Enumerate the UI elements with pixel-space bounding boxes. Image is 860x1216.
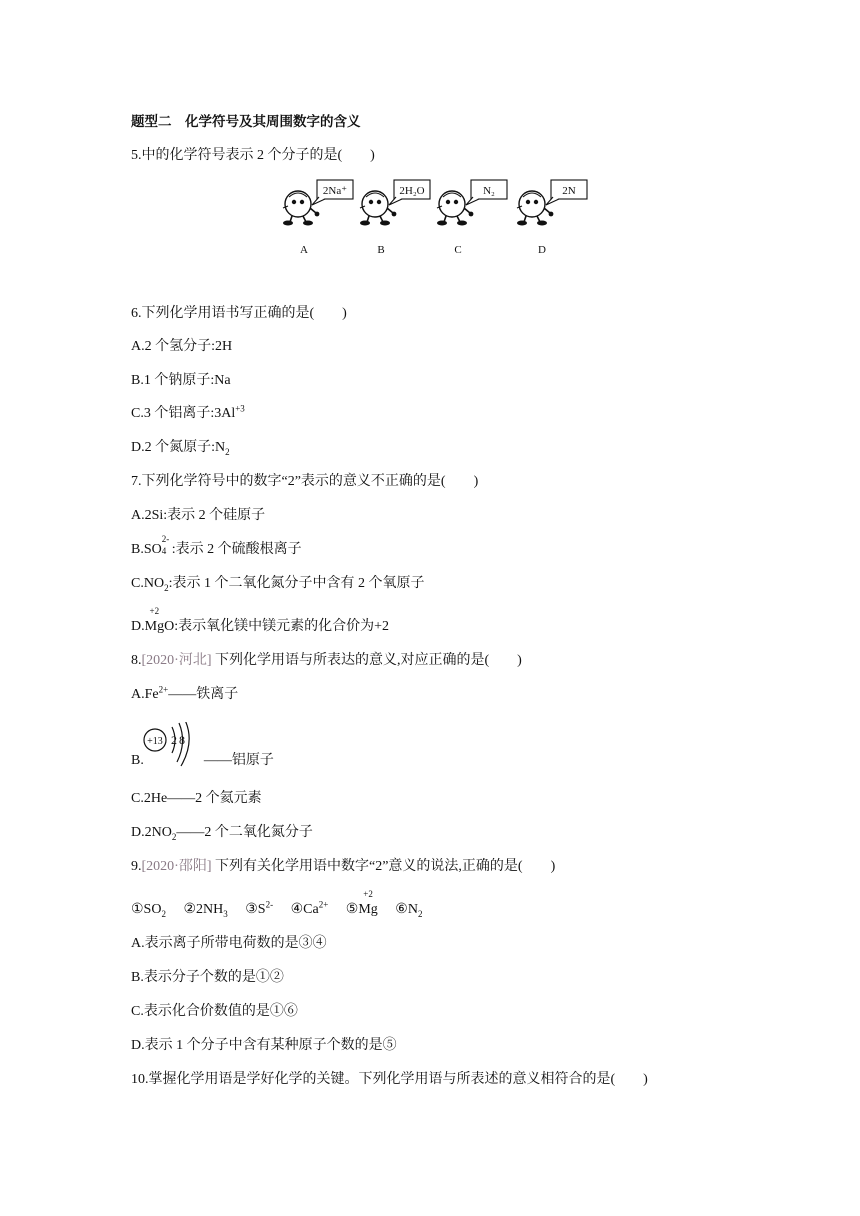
figure-label-d: D <box>538 244 546 256</box>
question-7-stem: 7.下列化学符号中的数字“2”表示的意义不正确的是( ) <box>131 474 479 489</box>
question-9-stem: 9.[2020·邵阳] 下列有关化学用语中数字“2”意义的说法,正确的是( ) <box>131 859 556 874</box>
question-8-stem: 8.[2020·河北] 下列化学用语与所表达的意义,对应正确的是( ) <box>131 653 522 668</box>
atom-shell-electrons-2: 8 <box>179 733 185 747</box>
question-8-option-a: $A.Fe^{2+}——$铁离子 <box>131 684 239 702</box>
item-2: $②2NH_3$ <box>183 902 228 919</box>
bubble-text-d: 2N <box>562 185 576 197</box>
question-9-option-b: B.表示分子个数的是①② <box>131 970 284 985</box>
atom-shell-electrons-1: 2 <box>171 733 177 747</box>
question-10-stem: 10.掌握化学用语是学好化学的关键。下列化学用语与所表述的意义相符合的是( ) <box>131 1072 648 1087</box>
item-4: $④Ca^{2+}$ <box>290 899 329 917</box>
figure-label-b: B <box>377 244 385 256</box>
figure-a <box>283 180 353 256</box>
figure-label-a: A <box>300 244 308 256</box>
bubble-text-b: 2H₂O <box>399 185 425 197</box>
bubble-text-a: 2Na⁺ <box>322 185 348 197</box>
question-9-option-c: C.表示化合价数值的是①⑥ <box>131 1004 298 1019</box>
section-title: 题型二 化学符号及其周围数字的含义 <box>131 114 361 130</box>
bubble-text-c: N₂ <box>483 185 495 197</box>
question-9-items <box>131 889 423 919</box>
question-9-option-a: A.表示离子所带电荷数的是③④ <box>131 936 327 951</box>
question-6-stem: 6.下列化学用语书写正确的是( ) <box>131 306 347 321</box>
item-1: $①SO_2$ <box>131 902 166 919</box>
question-7-option-c: $C.NO_2$:表示 1 个二氧化氮分子中含有 2 个氧原子 <box>131 576 425 593</box>
question-8-option-c: C.2He——2 个氦元素 <box>131 791 262 806</box>
question-6-option-c: C.3 个铝离子$:3Al^{+3}$ <box>131 403 245 421</box>
question-5-stem: 5.中的化学符号表示 2 个分子的是( ) <box>131 148 375 163</box>
item-3: $③S^{2-}$ <box>245 899 274 917</box>
question-9-option-d: D.表示 1 个分子中含有某种原子个数的是⑤ <box>131 1038 397 1053</box>
question-8-option-b: B. ——铝原子 <box>131 753 274 768</box>
figure-c <box>437 180 507 256</box>
atom-structure-diagram <box>141 722 197 768</box>
question-6-option-d: D.2 个氮原子$:N_2$ <box>131 440 230 457</box>
question-7-option-a: A.2Si:表示 2 个硅原子 <box>131 508 266 523</box>
figure-d <box>517 180 587 256</box>
question-7-option-b: B.SO 2- 4 :表示 2 个硫酸根离子 <box>131 534 302 557</box>
question-6-option-a: A.2 个氢分子:2H <box>131 339 233 354</box>
item-6: $⑥N_2$ <box>395 902 423 919</box>
figure-label-c: C <box>454 244 462 256</box>
question-5-figure <box>270 175 590 265</box>
question-6-option-b: B.1 个钠原子:Na <box>131 373 231 388</box>
atom-nucleus-charge: +13 <box>147 736 163 747</box>
question-8-option-d: $D.2NO_2——2$ 个二氧化氮分子 <box>131 825 313 842</box>
question-7-option-d: D. +2 MgO:表示氧化镁中镁元素的化合价为+2 <box>131 606 389 634</box>
figure-b <box>360 180 430 256</box>
item-5: ⑤ +2 Mg <box>345 889 378 917</box>
